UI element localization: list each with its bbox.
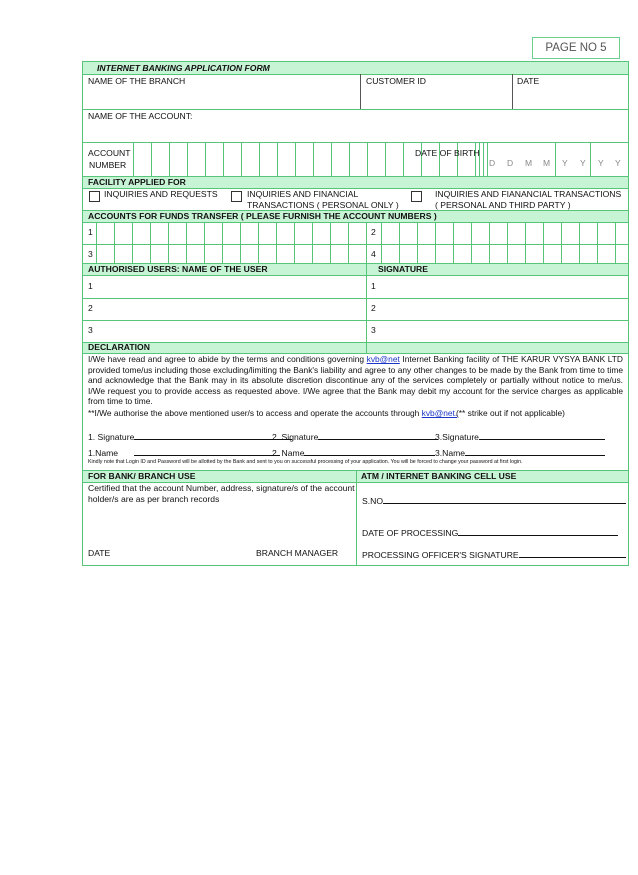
facility-option-2-line2: TRANSACTIONS ( PERSONAL ONLY ) — [247, 200, 399, 210]
authorisation-text — [88, 408, 457, 418]
facility-option-3: INQUIRIES AND FIANANCIAL TRANSACTIONS — [435, 189, 622, 199]
kvb-net-link[interactable]: kvb@net — [366, 354, 400, 364]
signature-line-3 — [435, 430, 605, 442]
facility-header: FACILITY APPLIED FOR — [88, 177, 186, 187]
dob-digit: D — [489, 158, 496, 168]
signature-header: SIGNATURE — [378, 264, 428, 274]
officer-signature-line — [362, 548, 626, 560]
signature-row-3: 3 — [371, 325, 376, 335]
transfer-row-1: 1 — [88, 227, 93, 237]
application-form — [82, 61, 629, 566]
transfer-row-2: 2 — [371, 227, 376, 237]
facility-checkbox-personal[interactable] — [231, 191, 242, 202]
user-row-2: 2 — [88, 303, 93, 313]
branch-label: NAME OF THE BRANCH — [88, 76, 186, 86]
bank-date-label: DATE — [88, 548, 111, 558]
sno-line — [362, 494, 626, 506]
sno-label: S.NO — [362, 496, 384, 506]
signature-1-label: 1. Signature — [88, 432, 135, 442]
account-name-label: NAME OF THE ACCOUNT: — [88, 111, 193, 121]
facility-option-2: INQUIRIES AND FINANCIAL — [247, 189, 359, 199]
dob-digit: Y — [615, 158, 621, 168]
name-line-1 — [88, 446, 280, 458]
name-1-label: 1.Name — [88, 448, 119, 458]
signature-line-1 — [88, 430, 292, 442]
declaration-band — [83, 342, 628, 353]
signature-row-2: 2 — [371, 303, 376, 313]
user-row-3: 3 — [88, 325, 93, 335]
account-number-label-2: NUMBER — [89, 160, 127, 170]
signature-line-2 — [272, 430, 438, 442]
facility-option-3-line2: ( PERSONAL AND THIRD PARTY ) — [435, 200, 571, 210]
branch-manager-label: BRANCH MANAGER — [256, 548, 339, 558]
declaration-text-start: I/We have read and agree to abide by the terms and conditions governing — [88, 354, 367, 364]
dob-label: DATE OF BIRTH — [415, 148, 480, 158]
facility-checkbox-third-party[interactable] — [411, 191, 422, 202]
processing-date-label: DATE OF PROCESSING — [362, 528, 459, 538]
name-2-label: 2. Name — [272, 448, 305, 458]
atm-use-header: ATM / INTERNET BANKING CELL USE — [361, 471, 517, 481]
facility-option-1: INQUIRIES AND REQUESTS — [104, 189, 218, 199]
dob-digit: M — [525, 158, 533, 168]
dob-digit: D — [507, 158, 514, 168]
form-title: INTERNET BANKING APPLICATION FORM — [97, 63, 270, 73]
authorisation-text-start: **I/We authorise the above mentioned user/s to access and operate the accounts through — [88, 408, 422, 418]
dob-digit: M — [543, 158, 551, 168]
declaration-text-end: Internet Banking facility of THE KARUR VYSYA BANK LTD provided tome/us including those excluding/limiting the Bank's liability and agree to any other changes to be made by the Bank from time to time and acknowledge that the Bank may in its absolute discretion discontinue any of the services completely or partially without notice to me/us. I/We request you to provide access as requested above. I/We agree that the Bank may debit my account for the service charges as applicable from time to time. — [88, 354, 623, 407]
certified-text-2: holder/s are as per branch records — [88, 494, 220, 504]
signature-row-1: 1 — [371, 281, 376, 291]
declaration-header: DECLARATION — [88, 342, 150, 352]
bank-use-header: FOR BANK/ BRANCH USE — [88, 471, 196, 481]
users-header: AUTHORISED USERS: NAME OF THE USER — [88, 264, 268, 274]
signature-2-label: 2. Signature — [272, 432, 319, 442]
user-row-1: 1 — [88, 281, 93, 291]
customer-id-label: CUSTOMER ID — [366, 76, 427, 86]
dob-digit: Y — [598, 158, 604, 168]
name-line-3 — [435, 446, 605, 458]
dob-digit: Y — [562, 158, 568, 168]
page-number: PAGE NO 5 — [532, 37, 620, 59]
processing-date-line — [362, 526, 618, 538]
login-note: Kindly note that Login ID and Password will be allotted by the Bank and sent to you on successful processing of your application. You will be forced to change your password at first login. — [88, 459, 523, 465]
kvb-net-link-2[interactable]: kvb@net. — [421, 408, 458, 418]
transfer-header: ACCOUNTS FOR FUNDS TRANSFER ( PLEASE FURNISH THE ACCOUNT NUMBERS ) — [88, 211, 437, 221]
date-label: DATE — [517, 76, 540, 86]
account-number-label: ACCOUNT — [88, 148, 131, 158]
certified-text: Certified that the account Number, address, signature/s of the account — [88, 483, 355, 493]
dob-digit: Y — [580, 158, 586, 168]
transfer-row-4: 4 — [371, 249, 376, 259]
transfer-row-3: 3 — [88, 249, 93, 259]
name-3-label: 3.Name — [435, 448, 466, 458]
officer-signature-label: PROCESSING OFFICER'S SIGNATURE — [362, 550, 519, 560]
strike-out-note: (** strike out if not applicable) — [456, 408, 565, 418]
name-line-2 — [272, 446, 435, 458]
signature-3-label: 3.Signature — [435, 432, 479, 442]
facility-checkbox-inquiries[interactable] — [89, 191, 100, 202]
declaration-text — [88, 354, 623, 407]
